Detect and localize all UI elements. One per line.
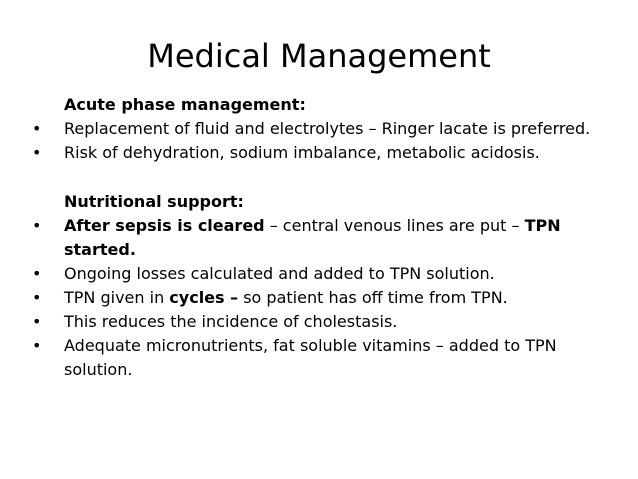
bullet-item-ongoing-losses bbox=[32, 262, 622, 286]
bullet-icon: • bbox=[32, 336, 42, 355]
bullet-text: Risk of dehydration, sodium imbalance, metabolic acidosis. bbox=[64, 143, 540, 162]
bullet-icon: • bbox=[32, 288, 42, 307]
bullet-text: Adequate micronutrients, fat soluble vitamins – added to TPN solution. bbox=[64, 336, 557, 379]
bullet-icon: • bbox=[32, 312, 42, 331]
bullet-text: This reduces the incidence of cholestasis. bbox=[64, 312, 398, 331]
section-heading-acute-phase: Acute phase management: bbox=[64, 95, 306, 114]
slide-content bbox=[32, 93, 622, 382]
bullet-icon: • bbox=[32, 119, 42, 138]
bullet-text: Ongoing losses calculated and added to TPN solution. bbox=[64, 264, 495, 283]
bullet-text: TPN given in bbox=[64, 288, 170, 307]
bullet-icon: • bbox=[32, 143, 42, 162]
bold-text-tpn-started: TPN started. bbox=[64, 216, 561, 259]
bullet-item-sepsis-cleared bbox=[32, 214, 622, 262]
bullet-text: so patient has off time from TPN. bbox=[238, 288, 508, 307]
bullet-icon: • bbox=[32, 216, 42, 235]
bold-text-sepsis-cleared: After sepsis is cleared bbox=[64, 216, 265, 235]
section-spacer bbox=[32, 165, 622, 190]
bullet-item-dehydration-risk bbox=[32, 141, 622, 165]
section-heading-nutritional-support: Nutritional support: bbox=[64, 192, 244, 211]
slide-title: Medical Management bbox=[147, 37, 491, 75]
bullet-icon: • bbox=[32, 264, 42, 283]
bullet-text: – central venous lines are put – bbox=[264, 216, 525, 235]
bold-text-cycles: cycles – bbox=[169, 288, 239, 307]
bullet-item-micronutrients bbox=[32, 334, 622, 382]
bullet-text: Replacement of fluid and electrolytes – Ringer lacate is preferred. bbox=[64, 119, 591, 138]
bullet-item-tpn-cycles bbox=[32, 286, 622, 310]
bullet-item-cholestasis bbox=[32, 310, 622, 334]
bullet-item-fluid-replacement bbox=[32, 117, 622, 141]
